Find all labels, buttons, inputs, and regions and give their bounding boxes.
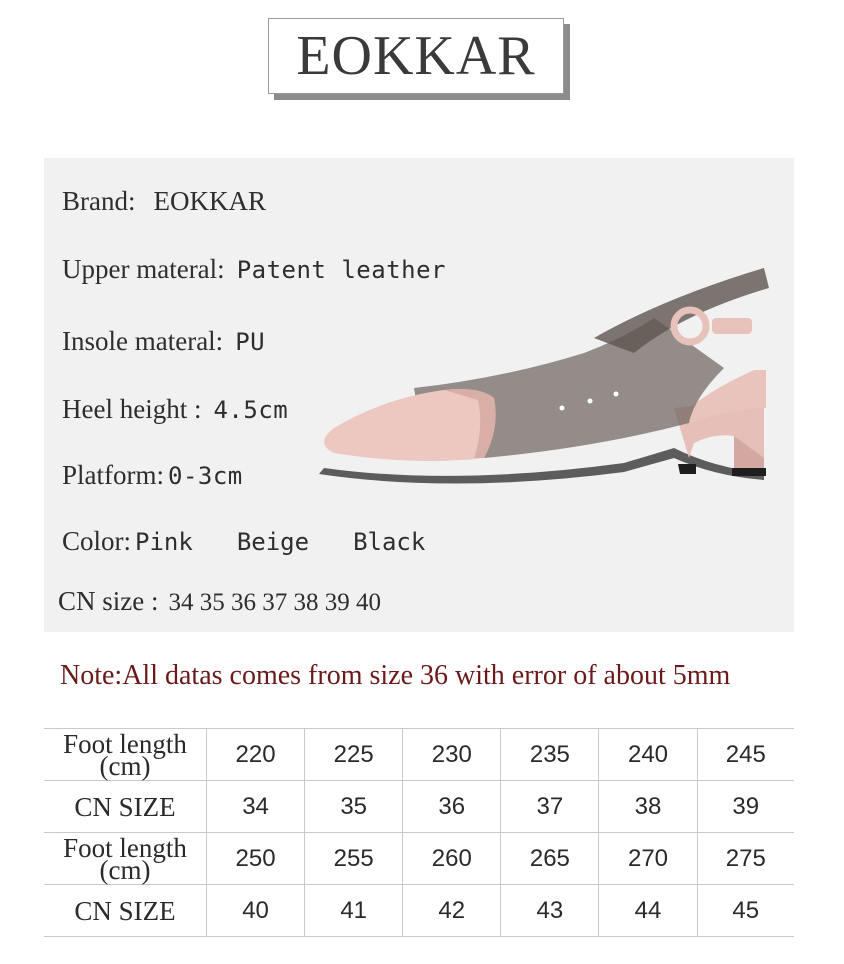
shoe-illustration: [294, 258, 774, 508]
product-spec-panel: [44, 158, 794, 632]
logo-box: [268, 18, 564, 94]
measurement-note: Note:All datas comes from size 36 with error of about 5mm: [60, 660, 731, 691]
row-label: Foot length (cm): [44, 833, 207, 885]
upper-material-value: Patent leather: [236, 256, 446, 284]
row-label: CN SIZE: [44, 885, 207, 937]
table-cell: 44: [599, 885, 697, 937]
table-cell: 41: [305, 885, 403, 937]
platform-label: Platform:: [62, 460, 164, 490]
cn-size-label: CN size :: [58, 586, 159, 616]
table-cell: 38: [599, 781, 697, 833]
platform-value: 0-3cm: [168, 462, 243, 490]
heel-height-label: Heel height :: [62, 394, 202, 424]
table-cell: 34: [207, 781, 305, 833]
row-label: CN SIZE: [44, 781, 207, 833]
spec-insole-material: [62, 326, 265, 357]
cn-size-value: 34 35 36 37 38 39 40: [168, 589, 381, 616]
table-cell: 39: [697, 781, 794, 833]
spec-brand: [62, 186, 266, 217]
table-row: [44, 729, 794, 781]
color-label: Color:: [62, 526, 132, 556]
spec-platform: [62, 460, 243, 491]
brand-value: EOKKAR: [153, 186, 266, 216]
table-cell: 260: [403, 833, 501, 885]
spec-color: [62, 526, 469, 557]
logo-text: EOKKAR: [296, 25, 536, 87]
table-cell: 42: [403, 885, 501, 937]
table-cell: 220: [207, 729, 305, 781]
row-label: Foot length (cm): [44, 729, 207, 781]
insole-material-value: PU: [235, 328, 266, 356]
brand-label: Brand:: [62, 186, 136, 216]
table-cell: 225: [305, 729, 403, 781]
table-cell: 255: [305, 833, 403, 885]
table-row: [44, 781, 794, 833]
heel-height-value: 4.5cm: [213, 396, 289, 424]
table-cell: 240: [599, 729, 697, 781]
size-chart-table: [44, 728, 794, 937]
table-cell: 270: [599, 833, 697, 885]
table-cell: 275: [697, 833, 794, 885]
color-option-pink: Pink: [135, 528, 193, 556]
brand-logo: [268, 18, 572, 102]
color-option-beige: Beige: [236, 528, 310, 556]
table-cell: 265: [501, 833, 599, 885]
table-cell: 40: [207, 885, 305, 937]
table-cell: 43: [501, 885, 599, 937]
spec-cn-size: [58, 586, 381, 617]
upper-material-label: Upper materal:: [62, 254, 225, 284]
table-row: [44, 885, 794, 937]
spec-heel-height: [62, 394, 288, 425]
table-cell: 37: [501, 781, 599, 833]
table-cell: 250: [207, 833, 305, 885]
color-option-black: Black: [353, 528, 426, 556]
table-row: [44, 833, 794, 885]
insole-material-label: Insole materal:: [62, 326, 224, 356]
table-cell: 35: [305, 781, 403, 833]
table-cell: 230: [403, 729, 501, 781]
table-cell: 235: [501, 729, 599, 781]
table-cell: 36: [403, 781, 501, 833]
table-cell: 245: [697, 729, 794, 781]
table-cell: 45: [697, 885, 794, 937]
